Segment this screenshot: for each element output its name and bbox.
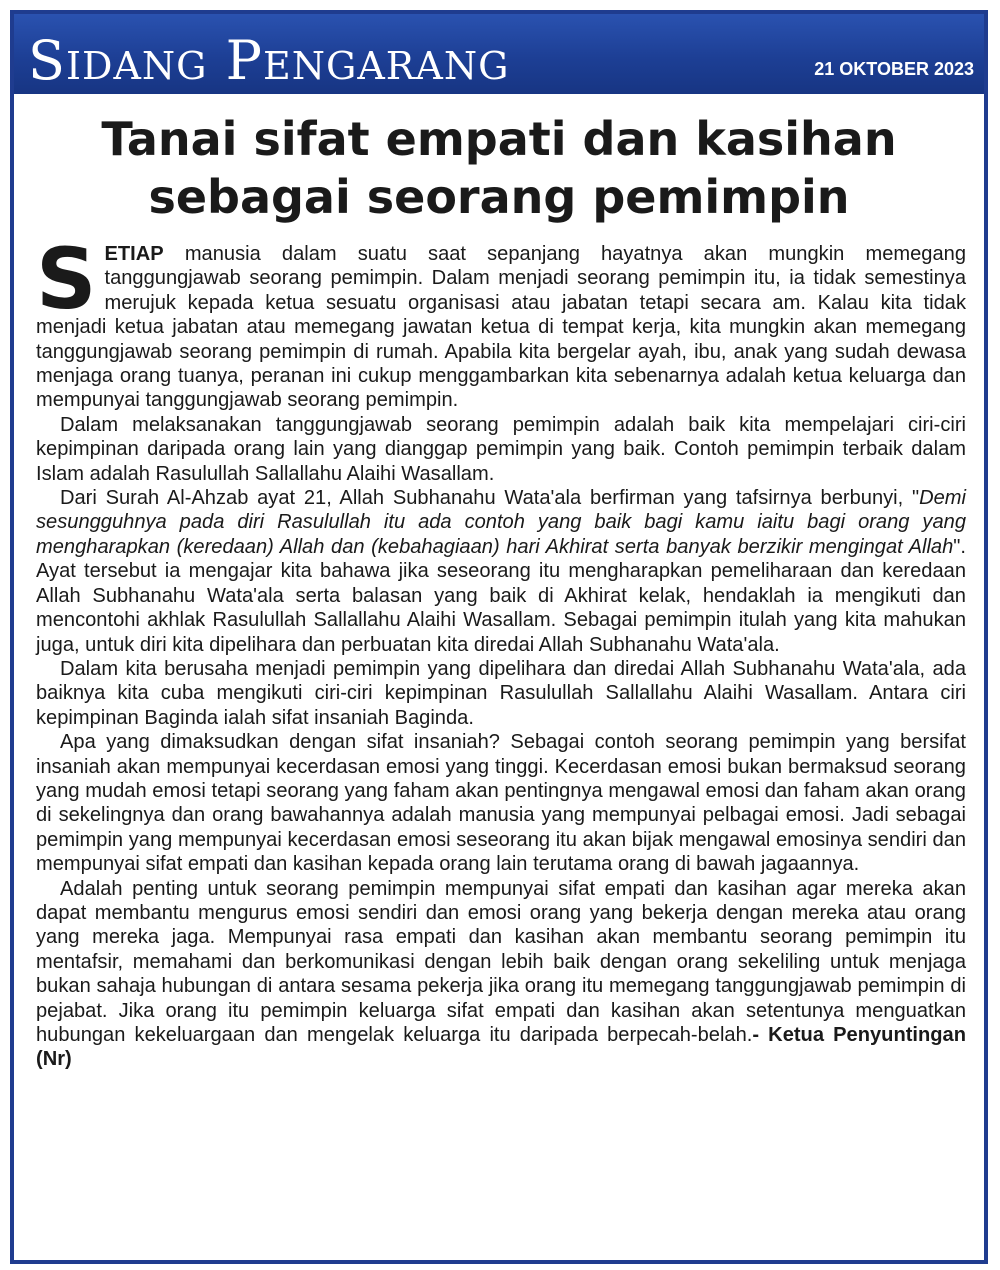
masthead-banner	[14, 14, 984, 94]
paragraph-1-text: manusia dalam suatu saat sepanjang hayatnya akan mungkin memegang tanggungjawab seorang pemimpin. Dalam menjadi seorang pemimpin itu, ia tidak semestinya merujuk kepada ketua sesuatu organisasi atau jabatan tetapi secara am. Kalau kita tidak menjadi ketua jabatan atau memegang jawatan ketua di tempat kerja, kita mungkin akan memegang tanggungjawab seorang pemimpin di rumah. Apabila kita bergelar ayah, ibu, anak yang sudah dewasa menjaga orang tuanya, peranan ini cukup menggambarkan kita sebenarnya adalah ketua keluarga dan mempunyai tanggungjawab seorang pemimpin.	[36, 243, 966, 412]
section-title: Sidang Pengarang	[28, 29, 510, 92]
lead-word: ETIAP	[104, 243, 164, 265]
paragraph-3-text: ". Ayat tersebut ia mengajar kita bahawa jika seseorang itu mengharapkan pemeliharaan dan keredaan Allah Subhanahu Wata'ala serta balasan yang baik di Akhirat kelak, hendaklah ia mengikuti dan mencontohi akhlak Rasulullah Sallallahu Alaihi Wasallam. Sebagai pemimpin itulah yang kita mahukan juga, untuk diri kita dipelihara dan perbuatan kita diredai Allah Subhanahu Wata'ala.	[36, 535, 966, 656]
paragraph-3	[36, 486, 966, 657]
page-frame	[10, 10, 988, 1264]
paragraph-5: Apa yang dimaksudkan dengan sifat insaniah? Sebagai contoh seorang pemimpin yang bersifat insaniah akan mempunyai kecerdasan emosi yang tinggi. Kecerdasan emosi bukan bermaksud seorang yang mudah emosi tetapi seorang yang faham akan pentingnya mengawal emosi dan faham akan orang di sekelingnya dan orang bawahannya adalah manusia yang mempunyai pelbagai emosi. Jadi sebagai pemimpin yang mempunyai kecerdasan emosi seseorang itu akan bijak mengawal emosinya sendiri dan mempunyai sifat empati dan kasihan kepada orang lain terutama orang di bawah jagaannya.	[36, 731, 966, 876]
article-body	[36, 230, 966, 1072]
drop-cap: S	[36, 230, 97, 328]
article-headline: Tanai sifat empati dan kasihan sebagai seorang pemimpin	[101, 112, 897, 224]
author-byline: - Ketua Penyuntingan (Nr)	[36, 1024, 966, 1071]
paragraph-6	[36, 877, 966, 1072]
quran-quote: Demi sesungguhnya pada diri Rasulullah itu ada contoh yang baik bagi kamu iaitu bagi orang yang mengharapkan (keredaan) Allah dan (kebahagiaan) hari Akhirat serta banyak berzikir mengingat Allah	[36, 487, 966, 558]
paragraph-3-intro: Dari Surah Al-Ahzab ayat 21, Allah Subhanahu Wata'ala berfirman yang tafsirnya berbunyi, "	[60, 487, 920, 510]
paragraph-1	[36, 230, 966, 413]
paragraph-2: Dalam melaksanakan tanggungjawab seorang pemimpin adalah baik kita mempelajari ciri-ciri kepimpinan daripada orang lain yang dianggap pemimpin yang baik. Contoh pemimpin terbaik dalam Islam adalah Rasulullah Sallallahu Alaihi Wasallam.	[36, 413, 966, 485]
paragraph-6-text: Adalah penting untuk seorang pemimpin mempunyai sifat empati dan kasihan agar mereka akan dapat membantu mengurus emosi sendiri dan emosi orang yang bekerja dengan mereka atau orang yang mereka jaga. Mempunyai rasa empati dan kasihan akan membantu seorang pemimpin itu mentafsir, memahami dan berkomunikasi dengan lebih baik dengan orang sekeliling untuk menjaga bukan sahaja hubungan di antara sesama pekerja jika orang itu memegang tanggungjawab pemimpin di pejabat. Jika orang itu pemimpin keluarga sifat empati dan kasihan akan setentunya menguatkan hubungan kekeluargaan dan mengelak keluarga itu daripada berpecah-belah.	[36, 877, 966, 1046]
publication-date: 21 OKTOBER 2023	[814, 59, 974, 79]
paragraph-4: Dalam kita berusaha menjadi pemimpin yang dipelihara dan diredai Allah Subhanahu Wata'ala, ada baiknya kita cuba mengikuti ciri-ciri kepimpinan Rasulullah Sallallahu Alaihi Wasallam. Antara ciri kepimpinan Baginda ialah sifat insaniah Baginda.	[36, 657, 966, 729]
